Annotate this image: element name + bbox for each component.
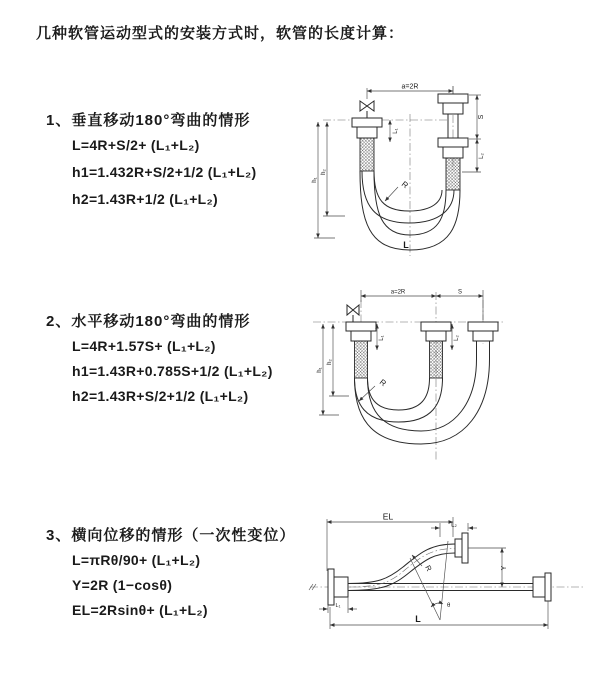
diagram-vertical-180-bend <box>305 80 555 258</box>
flange-upper-right <box>455 533 468 563</box>
dim-label-l2: L₂ <box>454 335 460 341</box>
dim-label-y: Y <box>501 565 508 571</box>
radius-label: R <box>377 377 388 389</box>
radius-label: R <box>423 563 434 573</box>
formula-line: L=πRθ/90+ (L₁+L₂) <box>72 552 201 568</box>
flange-right <box>468 322 498 359</box>
hose-braid <box>355 341 368 378</box>
dim-label-a2r: a=2R <box>390 289 406 296</box>
radius-leader <box>412 555 422 566</box>
diagram-lateral-displacement <box>300 507 595 662</box>
formula-line: h1=1.432R+S/2+1/2 (L₁+L₂) <box>72 164 257 180</box>
dim-label-l1: L₁ <box>335 603 341 609</box>
section-3-heading: 3、横向位移的情形（一次性变位） <box>46 527 296 544</box>
formula-line: h2=1.43R+1/2 (L₁+L₂) <box>72 191 219 207</box>
length-label: L <box>403 240 409 250</box>
hose-braid <box>360 138 374 171</box>
valve-icon <box>360 101 374 118</box>
formula-line: h2=1.43R+S/2+1/2 (L₁+L₂) <box>72 388 249 404</box>
hose-u-bend <box>355 359 490 444</box>
dim-label-l: L <box>415 614 421 624</box>
page-title: 几种软管运动型式的安装方式时，软管的长度计算： <box>36 25 405 42</box>
formula-line: Y=2R (1−cosθ) <box>72 577 173 593</box>
radius-leader <box>385 187 398 201</box>
section-2-heading: 2、水平移动180°弯曲的情形 <box>46 313 251 330</box>
dim-label-s: S <box>457 289 463 296</box>
formula-line: L=4R+S/2+ (L₁+L₂) <box>72 137 200 153</box>
dim-label-el: EL <box>382 511 394 522</box>
dim-label-h2: h₂ <box>327 359 333 365</box>
valve-icon <box>347 305 359 322</box>
flange-lower-right <box>533 573 551 601</box>
flange-left <box>328 569 348 605</box>
flange-left <box>352 118 382 171</box>
formula-line: L=4R+1.57S+ (L₁+L₂) <box>72 338 216 354</box>
dim-label-h1: h₁ <box>312 177 318 183</box>
formula-line: EL=2Rsinθ+ (L₁+L₂) <box>72 602 208 618</box>
radius-label: R <box>399 179 410 191</box>
formula-line: h1=1.43R+0.785S+1/2 (L₁+L₂) <box>72 363 273 379</box>
hose-braid <box>430 341 443 378</box>
diagram-horizontal-180-bend <box>303 282 578 467</box>
dim-label-h1: h₁ <box>317 367 323 373</box>
flange-middle <box>421 322 451 378</box>
dim-label-l1: L₁ <box>379 335 385 341</box>
dim-label-a2r: a=2R <box>401 83 419 91</box>
dim-label-l2: L₂ <box>479 153 485 159</box>
dim-label-l2: L₂ <box>451 522 457 529</box>
angle-label: θ <box>447 603 451 609</box>
dim-label-h2: h₂ <box>321 169 327 175</box>
hose-braid <box>446 158 460 190</box>
flange-right-lower <box>438 138 468 190</box>
dim-label-s: S <box>478 114 485 120</box>
dim-label-l1: L₁ <box>393 128 399 134</box>
flange-left <box>346 322 376 378</box>
section-1-heading: 1、垂直移动180°弯曲的情形 <box>46 112 251 129</box>
